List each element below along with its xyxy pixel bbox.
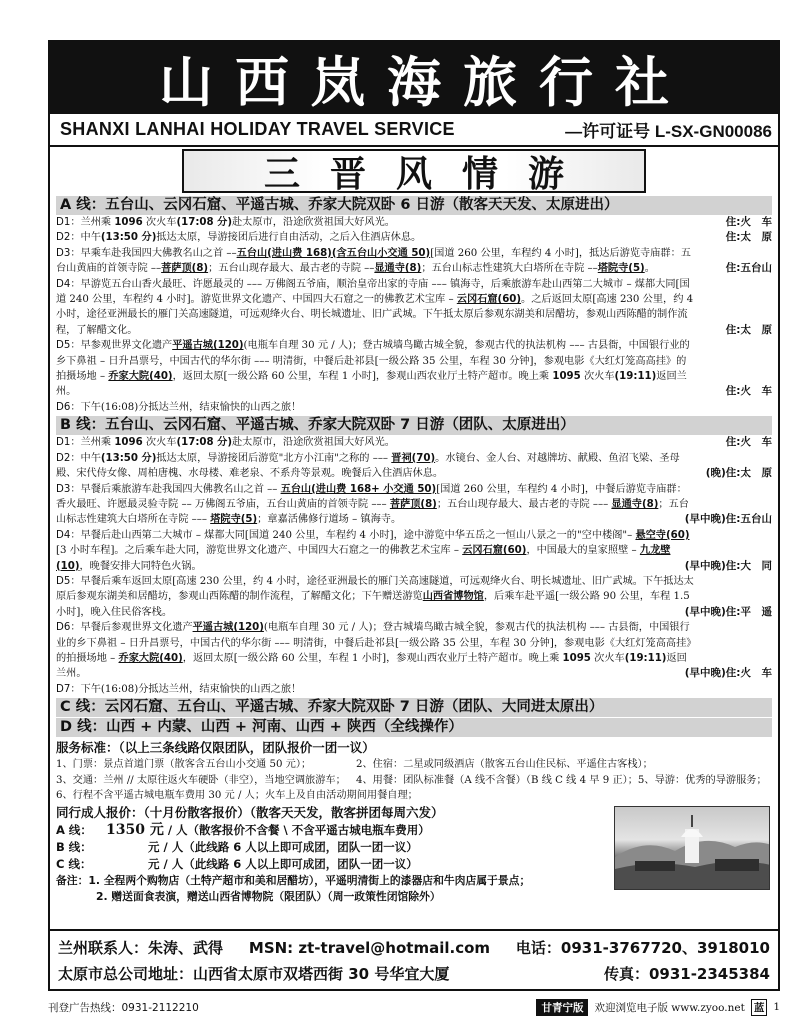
ad-hotline: 刊登广告热线：0931-2112210	[48, 1001, 199, 1014]
route-b-day-6: D6：早餐后参观世界文化遗产平遥古城(120)(电瓶车自理 30 元 / 人)；登古城墙鸟瞰古城全貌，参观古代的执法机构 ––– 古县衙，中国银行业的乡下鼻祖 – 日升昌票号，中国古代的华尔街 ––– 明清街，中餐后赴祁县[一级公路 35 公里，车程 30 分钟]，参观电影《大红灯笼高高挂》的拍摄场地 – 乔家大院(40)，返回太原[一级公路 60 公里，车程 1 小时]，参观山西农业厅土特产超市。晚上乘 1095 次火车(19:11)返回兰州。 (早中晚)住:火 车	[56, 620, 772, 682]
lodging: 住:太 原	[725, 231, 772, 244]
company-name-cn: 山西岚海旅行社	[159, 49, 691, 114]
title-bar	[50, 147, 778, 195]
edition-badge: 甘青宁版	[536, 999, 588, 1016]
price-row-b: B 线： 元 / 人（此线路 6 人以上即可成团，团队一团一议）	[56, 839, 418, 854]
temple-photo	[614, 806, 770, 890]
service-item: 3、交通：兰州 // 太原往返火车硬卧（非空），当地空调旅游车；	[56, 774, 346, 786]
lodging: (晚)住:太 原	[705, 467, 772, 480]
page-number: 1	[773, 1001, 780, 1013]
msn-contact: MSN: zt-travel@hotmail.com	[248, 939, 491, 957]
service-standard-title: 服务标准：（以上三条线路仅限团队，团队报价一团一议）	[56, 740, 375, 756]
route-b-day-5: D5：早餐后乘车返回太原[高速 230 公里，约 4 小时，途径亚洲最长的雁门关高速隧道，可远观绛火台、明长城遗址、旧广武城。下午抵达太原后参观东湖美和居醋坊，参观山西陈醋的制作流程，了解醋文化；下午赠送游览山西省博物馆，后乘车赴平遥[一级公路 90 公里，车程 1.5 小时]，晚入住民俗客栈。 (早中晚)住:平 遥	[56, 574, 772, 620]
tour-title: 三晋风情游	[263, 153, 594, 195]
lodging: (早中晚)住:大 同	[684, 559, 772, 572]
route-a-title: A 线：五台山、云冈石窟、平遥古城、乔家大院双卧 6 日游（散客天天发、太原进出）	[56, 196, 772, 215]
lodging: 住:火 车	[725, 436, 772, 449]
route-a-day-4: D4：早游览五台山香火最旺、许愿最灵的 ––– 万佛阁五爷庙，顺治皇帝出家的寺庙 ––– 镇海寺，后乘旅游车赴山西第二大城市 – 煤都大同[国道 240 公里，车程约 4 小时]。游览世界文化遗产、中国四大石窟之一的佛教艺术宝库 – 云冈石窟(60)。之后返回太原[高速 230 公里，约 4 小时，途径亚洲最长的雁门关高速隧道，可远观绛火台、明长城遗址、旧广武城。下午抵太原后参观东湖美和居醋坊，参观山西陈醋的制作流程，了解醋文化。 住:太 原	[56, 277, 772, 339]
contact-section	[50, 929, 778, 989]
service-item: 4、用餐：团队标准餐（A 线不含餐）（B 线 C 线 4 早 9 正）；5、导游：优秀的导游服务；	[356, 774, 767, 786]
service-row	[56, 773, 772, 789]
section-badge: 蓝	[751, 999, 768, 1016]
page-footer	[48, 996, 780, 1018]
price-section	[56, 804, 772, 905]
temple-photo-illustration	[615, 807, 770, 890]
lodging: 住:五台山	[725, 262, 772, 275]
subtitle-bar	[50, 114, 778, 147]
route-a-day-2: D2：中午(13:50 分)抵达太原，导游接团后进行自由活动，之后入住酒店休息。 住:太 原	[56, 230, 772, 245]
lodging: (早中晚)住:平 遥	[684, 605, 772, 618]
lodging: 住:太 原	[725, 323, 772, 336]
tour-title-box	[182, 149, 646, 193]
website-slogan: 欢迎浏览电子版 www.zyoo.net	[594, 1001, 745, 1014]
route-a-day-1: D1：兰州乘 1096 次火车(17:08 分)赴太原市，沿途欣赏祖国大好风光。 住:火 车	[56, 215, 772, 230]
lodging: 住:火 车	[725, 216, 772, 228]
price-row-c: C 线： 元 / 人（此线路 6 人以上即可成团，团队一团一议）	[56, 856, 418, 871]
route-d-title: D 线：山西 + 内蒙、山西 + 河南、山西 + 陕西（全线操作）	[56, 718, 772, 737]
route-a-day-5: D5：早参观世界文化遗产平遥古城(120)(电瓶车自理 30 元 / 人)；登古城墙鸟瞰古城全貌，参观古代的执法机构 ––– 古县衙，中国银行业的乡下鼻祖 – 日升昌票号，中国古代的华尔街 ––– 明清街，中餐后赴祁县[一级公路 35 公里，车程 30 分钟]，参观电影《大红灯笼高高挂》的拍摄场地 – 乔家大院(40)，返回太原[一级公路 60 公里，车程 1 小时]，参观山西农业厅土特产超市。晚上乘 1095 次火车(19:11)返回兰州。 住:火 车	[56, 338, 772, 400]
route-c-title: C 线：云冈石窟、五台山、平遥古城、乔家大院双卧 7 日游（团队、大同进太原出）	[56, 698, 772, 717]
head-office-address: 太原市总公司地址：山西省太原市双塔西街 30 号华宜大厦	[58, 965, 450, 983]
route-b-day-2: D2：中午(13:50 分)抵达太原，导游接团后游览"北方小江南"之称的 ––– 晋祠(70)。水镜台、金人台、对越牌坊、献殿、鱼沼飞梁、圣母殿、宋代侍女像、周柏唐槐、水母楼、难老泉、不系舟等景观。晚餐后入住酒店休息。 (晚)住:太 原	[56, 451, 772, 482]
route-b-day-3: D3：早餐后乘旅游车赴我国四大佛教名山之首 –– 五台山(进山费 168+ 小交通 50)[国道 260 公里，车程约 4 小时]，中餐后游览寺庙群：香火最旺、许愿最灵验寺院 –– 万佛阁五爷庙，五台山黄庙的首领寺院 ––– 菩萨顶(8)；五台山现存最大、最古老的寺院 ––– 显通寺(8)；五台山标志性建筑大白塔所在寺院 ––– 塔院寺(5)；章嘉活佛修行道场 – 镇海寺。 (早中晚)住:五台山	[56, 482, 772, 528]
route-b-day-1: D1：兰州乘 1096 次火车(17:08 分)赴太原市，沿途欣赏祖国大好风光。 住:火 车	[56, 435, 772, 450]
license-number: —许可证号 L-SX-GN00086	[565, 122, 772, 141]
route-b-day-7: D7：下午(16:08)分抵达兰州，结束愉快的山西之旅！	[56, 683, 302, 695]
service-item: 2、住宿：二星或同级酒店（散客五台山住民标、平遥住古客栈）；	[356, 759, 653, 771]
lodging: (早中晚)住:火 车	[684, 667, 772, 680]
route-a-day-6: D6：下午(16:08)分抵达兰州，结束愉快的山西之旅！	[56, 401, 302, 413]
masthead	[50, 42, 778, 114]
note-line-1: 备注：1. 全程两个购物店（土特产超市和美和居醋坊），平遥明清街上的漆器店和牛肉店属于景点；	[56, 873, 531, 887]
company-name-en: SHANXI LANHAI HOLIDAY TRAVEL SERVICE	[60, 119, 455, 139]
lodging: (早中晚)住:五台山	[684, 513, 772, 526]
service-row	[56, 757, 772, 773]
phone-number: 电话：0931-3767720、3918010	[515, 939, 770, 957]
lanzhou-contact: 兰州联系人：朱涛、武得	[58, 939, 224, 957]
lodging: 住:火 车	[725, 385, 772, 398]
service-item: 1、门票：景点首道门票（散客含五台山小交通 50 元）；	[56, 759, 312, 771]
route-b-title: B 线：五台山、云冈石窟、平遥古城、乔家大院双卧 7 日游（团队、太原进出）	[56, 416, 772, 435]
service-row	[56, 788, 772, 804]
service-item: 6、行程不含平遥古城电瓶车费用 30 元 / 人；火车上及自由活动期间用餐自理；	[56, 790, 418, 802]
route-a-day-3: D3：早乘车赴我国四大佛教名山之首 ––五台山(进山费 168)(含五台山小交通 50)[国道 260 公里，车程约 4 小时]，抵达后游览寺庙群：五台山黄庙的首领寺院 ––菩萨顶(8)；五台山现存最大、最古老的寺院 ––显通寺(8)；五台山标志性建筑大白塔所在寺院 ––塔院寺(5)。 住:五台山	[56, 246, 772, 277]
price-row-a: A 线： 1350 元 / 人（散客报价不含餐 \ 不含平遥古城电瓶车费用）	[56, 821, 430, 838]
route-b-day-4: D4：早餐后赴山西第二大城市 – 煤都大同[国道 240 公里，车程约 4 小时]，途中游览中华五岳之一恒山八景之一的"空中楼阁"– 悬空寺(60)[3 小时车程]。之后乘车赴大同，游览世界文化遗产、中国四大石窟之一的佛教艺术宝库 – 云冈石窟(60)，中国最大的皇家照壁 – 九龙壁(10)，晚餐安排大同特色火锅。 (早中晚)住:大 同	[56, 528, 772, 574]
itinerary	[50, 196, 778, 905]
note-line-2: 2. 赠送面食表演，赠送山西省博物院（限团队）（周一政策性闭馆除外）	[96, 889, 441, 903]
price-header: 同行成人报价：（十月份散客报价）（散客天天发，散客拼团每周六发）	[56, 804, 444, 820]
fax-number: 传真：0931-2345384	[603, 965, 770, 983]
advertisement-sheet	[48, 40, 780, 991]
